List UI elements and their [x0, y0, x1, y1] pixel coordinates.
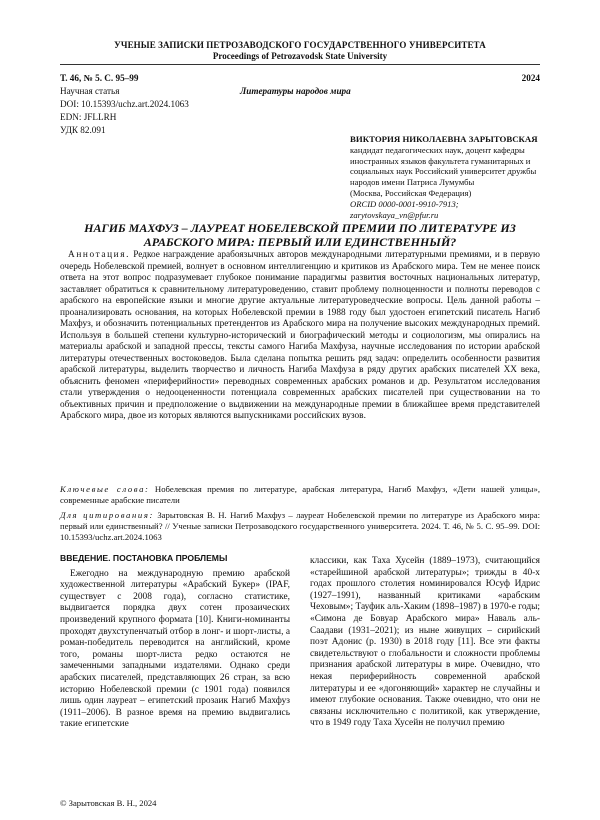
abstract-text: Редкое награждение арабоязычных авторов международными литературными премиями, и в первую очередь Нобелевской премией, волнует в основном интеллигенцию и критиков из Арабского мира. Тем не менее поиск ответа на этот вопрос подразумевает глубокое понимание парадигмы развития восточных национальных литератур, заставляет обратиться к сравнительному литературоведению, ставит проблему полноценности и полноты переводов с арабского на европейские языки и многие другие актуальные литературоведческие вопросы. Цель данной работы – проанализировать основания, на которых Нобелевской премии в 1988 году был удостоен египетский писатель Нагиб Махфуз, и обозначить потенциальных претендентов из Арабского мира на получение высоких международных премий. Используя в большей степени культурно-исторический и биографический методы и социологизм, мы опирались на материалы арабской и западной прессы, тексты самого Нагиба Махфуза, научные исследования по истории арабской литературы отечественных востоковедов. Была сделана попытка решить ряд задач: определить особенности развития арабской литературы, выделить творчество и личность Нагиба Махфуза в ряду других арабских писателей XX века, объяснить феномен «периферийности» переводных современных арабских романов и др. Результатом исследования стали утверждения о недооцененности потенциала современных арабских писателей при существовании на то объективных причин и предположение о выдвижении на международные премии в ближайшее время представителей Арабского мира, двое из которых являются выпускниками российских вузов.	[60, 250, 540, 421]
journal-name-ru: УЧЕНЫЕ ЗАПИСКИ ПЕТРОЗАВОДСКОГО ГОСУДАРСТВЕННОГО УНИВЕРСИТЕТА	[114, 40, 486, 50]
header-rule	[60, 64, 540, 65]
keywords	[60, 484, 540, 506]
citation-label: Для цитирования:	[60, 510, 154, 520]
keywords-text: Нобелевская премия по литературе, арабская литература, Нагиб Махфуз, «Дети нашей улицы», современные арабские писатели	[60, 484, 540, 505]
article-type: Научная статья	[60, 86, 120, 96]
section-title: ВВЕДЕНИЕ. ПОСТАНОВКА ПРОБЛЕМЫ	[60, 553, 228, 563]
abstract-label: Аннотация.	[68, 250, 131, 260]
section-heading: Литературы народов мира	[240, 86, 351, 96]
citation-text: Зарытовская В. Н. Нагиб Махфуз – лауреат Нобелевской премии по литературе из Арабского мира: первый или единственный? // Ученые записки Петрозаводского государственного университета. 2024. Т. 46, № 5. С. 95–99. DOI: 10.15393/uchz.art.2024.1063	[60, 510, 540, 542]
copyright: © Зарытовская В. Н., 2024	[60, 798, 157, 808]
volume-info: Т. 46, № 5. С. 95–99	[60, 73, 139, 83]
udk: УДК 82.091	[60, 125, 106, 135]
author-name: ВИКТОРИЯ НИКОЛАЕВНА ЗАРЫТОВСКАЯ	[350, 134, 538, 144]
citation	[60, 510, 540, 542]
abstract	[60, 250, 540, 423]
author-affiliation: кандидат педагогических наук, доцент кафедры иностранных языков факультета гуманитарных и социальных наук Российский университет дружбы народов имени Патриса Лумумбы	[350, 144, 537, 188]
journal-name-en: Proceedings of Petrozavodsk State University	[212, 51, 388, 61]
body-column-right	[310, 556, 540, 730]
keywords-label: Ключевые слова:	[60, 484, 150, 494]
edn: EDN: JFLLRH	[60, 112, 117, 122]
author-orcid: ORCID 0000-0001-9910-7913; zarytovskaya_vn@pfur.ru	[350, 198, 459, 220]
doi: DOI: 10.15393/uchz.art.2024.1063	[60, 99, 189, 109]
body-column-left	[60, 553, 290, 731]
year: 2024	[521, 73, 540, 83]
author-block	[350, 134, 540, 220]
body-paragraph-left: Ежегодно на международную премию арабской художественной литературы «Арабский Букер» (IPAF, существует с 2008 года), согласно статистике, выдвигается порядка двух сотен прозаических произведений крупного формата [10]. Книги-номинанты проходят двухступенчатый отбор в лонг- и шорт-листы, а роман-победитель переводится на английский, кроме того, романы шорт-листа редко остаются не замеченными западными издателями. Однако среди арабских писателей, представляющих 26 стран, за всю историю Нобелевской премии (с 1901 года) появился лишь один лауреат – египетский прозаик Нагиб Махфуз (1911–2006). В разное время на премию выдвигались такие египетские	[60, 568, 290, 730]
author-location: (Москва, Российская Федерация)	[350, 187, 472, 198]
article-title: НАГИБ МАХФУЗ – ЛАУРЕАТ НОБЕЛЕВСКОЙ ПРЕМИИ ПО ЛИТЕРАТУРЕ ИЗ АРАБСКОГО МИРА: ПЕРВЫЙ ИЛИ ЕДИНСТВЕННЫЙ?	[84, 221, 516, 249]
body-paragraph-right: классики, как Таха Хусейн (1889–1973), считающийся «старейшиной арабской литературы»; трижды в 40-х годах прошлого столетия номинировался Юсуф Идрис (1927–1991), названный критиками «арабским Чеховым»; Тауфик аль-Хаким (1898–1987) в 1970-е годы; «Симона де Бовуар Арабского мира» Наваль аль-Саадави (1931–2021); из ныне живущих – сирийский поэт Адонис (р. 1930) в 2018 году [11]. Все эти факты свидетельствуют о глобальности и сложности проблемы признания арабской литературы в мире. Очевидно, что некая периферийность современной арабской литературы и ее «догоняющий» характер не случайны и имеют глубокие основания. Также очевидно, что они не связаны исключительно с политикой, как утверждение, что в 1949 году Таха Хусейн не получил премию	[310, 556, 540, 729]
